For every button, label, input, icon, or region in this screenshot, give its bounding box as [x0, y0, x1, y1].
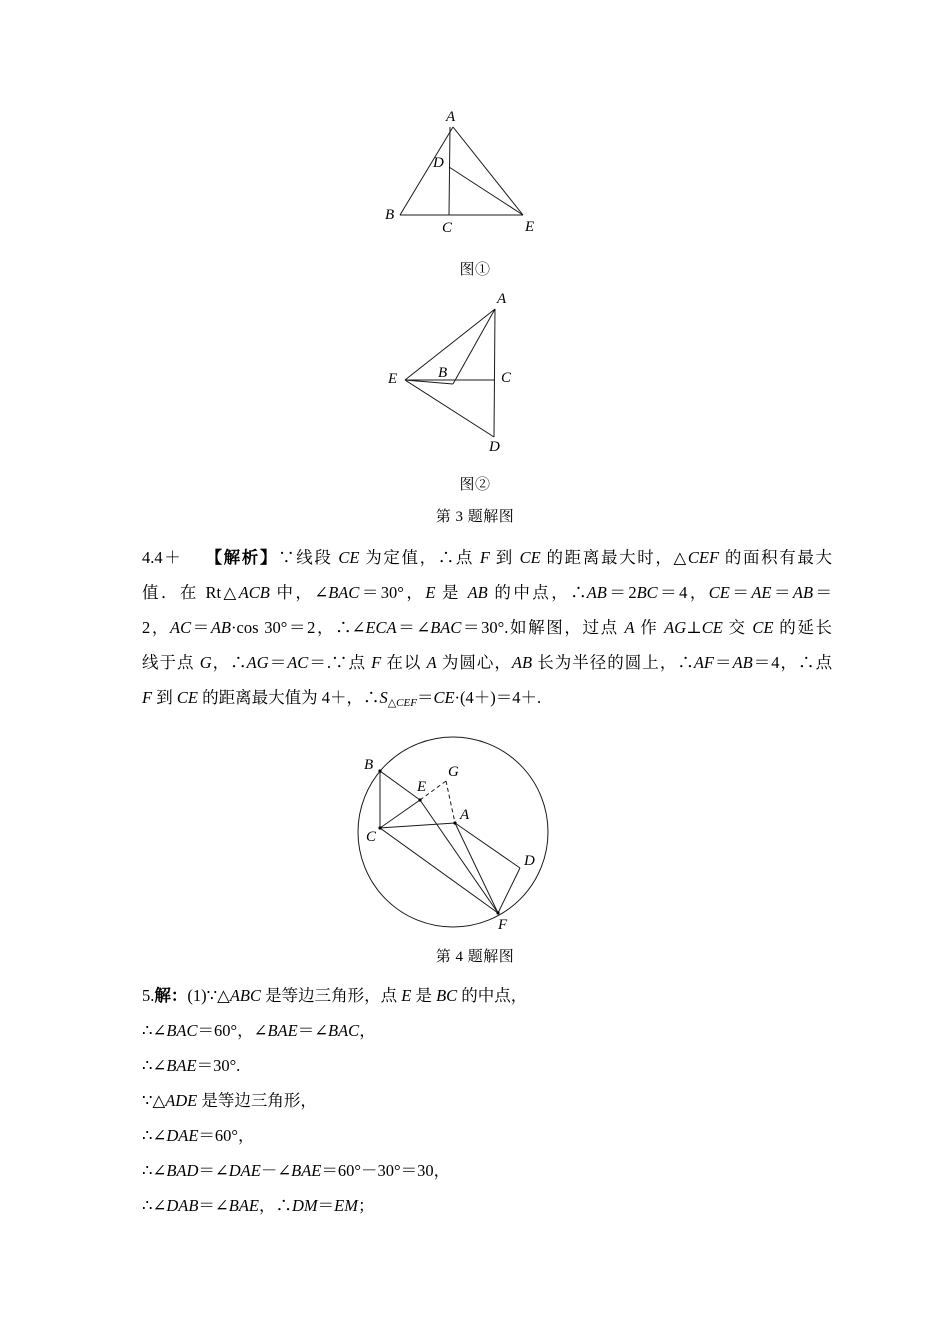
- problem-4-line-4: 线于点 G，∴AG＝AC＝.∵点 F 在以 A 为圆心，AB 长为半径的圆上，∴AF＝AB＝4，∴点: [142, 653, 833, 672]
- figure-2-label-A: A: [497, 291, 507, 307]
- problem-5-line-1: [142, 978, 832, 1013]
- problem-4-text-1: ∵线段 CE 为定值，∴点 F 到 CE 的距离最大时，△CEF 的面积有最大: [278, 548, 833, 567]
- figure-2-caption: 图②: [459, 477, 491, 493]
- figure-1-label-E: E: [525, 219, 535, 235]
- figure-1-label-A: A: [446, 109, 456, 125]
- figure-1: [0, 105, 950, 235]
- figure-2: [0, 287, 950, 452]
- problem-5-line-5: ∴∠DAE＝60°，: [142, 1126, 255, 1145]
- figure-3-label-E: E: [417, 779, 427, 795]
- problem-4-answer: 4＋: [154, 548, 183, 567]
- figure-3-label-C: C: [366, 829, 377, 845]
- problem-4-tag: 【解析】: [205, 548, 279, 567]
- figure-2-drawing: [375, 287, 575, 452]
- figure-1-label-C: C: [442, 220, 453, 235]
- figure-3-label-F: F: [498, 917, 508, 933]
- figure-3-caption: 第 4 题解图: [435, 949, 515, 965]
- problem-5-line-2: ∴∠BAC＝60°，∠BAE＝∠BAC，: [142, 1021, 376, 1040]
- figure-2-label-C: C: [501, 370, 512, 386]
- figure-2-label-D: D: [489, 439, 500, 452]
- figure-3-drawing: [350, 728, 600, 940]
- problem-5-line-4: ∵△ADE 是等边三角形，: [142, 1091, 317, 1110]
- figure-1-drawing: [375, 105, 575, 235]
- problem-4-line-5: F 到 CE 的距离最大值为 4＋，∴S△CEF＝CE·(4＋)＝4＋.: [142, 688, 542, 709]
- problem-4-line-2: 值．在 Rt△ACB 中，∠BAC＝30°，E 是 AB 的中点，∴AB＝2BC＝4，CE＝AE＝AB＝: [142, 583, 833, 602]
- figure-3-label-B: B: [364, 757, 374, 773]
- problem-5-block: [142, 978, 832, 1223]
- figure-1-caption: 图①: [459, 262, 491, 278]
- figure-2-label-B: B: [438, 365, 448, 381]
- figure-3-label-A: A: [460, 807, 470, 823]
- problem-5-text-1: (1)∵△ABC 是等边三角形，点 E 是 BC 的中点，: [187, 986, 528, 1005]
- figure-group-3-caption: 第 3 题解图: [435, 509, 515, 525]
- figure-2-label-E: E: [388, 371, 398, 387]
- figure-3-label-D: D: [524, 853, 535, 869]
- problem-5-line-6: ∴∠BAD＝∠DAE－∠BAE＝60°－30°＝30，: [142, 1161, 451, 1180]
- problem-5-line-3: ∴∠BAE＝30°.: [142, 1056, 241, 1075]
- figure-1-label-D: D: [433, 155, 444, 171]
- figure-1-label-B: B: [385, 207, 395, 223]
- problem-5-number: 5.: [142, 986, 155, 1005]
- problem-5-label: 解：: [154, 986, 188, 1005]
- problem-4-block: [142, 540, 832, 721]
- problem-4-number: 4.: [142, 548, 155, 567]
- problem-4-line-1: [142, 540, 832, 575]
- figure-3-label-G: G: [448, 764, 459, 780]
- figure-3: [0, 728, 950, 940]
- problem-5-line-7: ∴∠DAB＝∠BAE，∴DM＝EM；: [142, 1196, 375, 1215]
- problem-4-line-3: 2，AC＝AB·cos 30°＝2，∴∠ECA＝∠BAC＝30°.如解图，过点 A 作 AG⊥CE 交 CE 的延长: [142, 618, 833, 637]
